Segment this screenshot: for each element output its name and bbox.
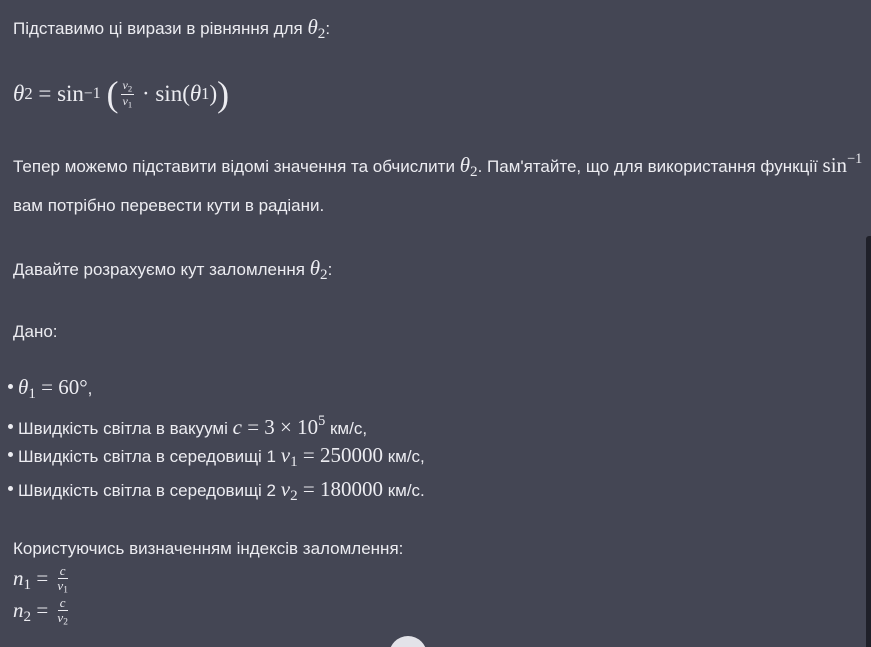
given-var: c [232, 415, 242, 440]
n1-equals: = [31, 565, 54, 590]
eq-velocity-fraction [121, 79, 135, 109]
eq-equals: = [32, 80, 58, 106]
given-var: v [280, 443, 291, 468]
given-c [233, 415, 326, 439]
den-var: v [122, 93, 128, 108]
given-value: = 3 × 10 [241, 415, 319, 440]
bullet-icon [8, 424, 13, 429]
given-value: = 180000 [297, 477, 383, 502]
n2-fraction [55, 596, 69, 628]
scroll-to-bottom-button[interactable] [389, 636, 427, 647]
bullet-icon [8, 384, 13, 389]
theta2-inline-3 [309, 256, 328, 284]
theta-symbol-3: θ [309, 256, 321, 281]
eq-sin: sin( [155, 80, 190, 106]
num-sub: 2 [127, 83, 133, 94]
given-value: = 60° [35, 375, 88, 400]
given-var: v [280, 477, 291, 502]
given-list [13, 370, 863, 506]
intro-text: Підставимо ці вирази в рівняння для [13, 19, 308, 38]
theta2-inline [307, 15, 326, 43]
bullet-icon [8, 486, 13, 491]
page-scrollbar[interactable] [866, 236, 871, 647]
snell-display-equation [13, 66, 863, 122]
explanation-paragraph [13, 142, 863, 223]
list-item [0, 404, 863, 438]
given-sub: 1 [28, 386, 36, 403]
n1-fraction [55, 564, 69, 596]
theta-symbol-2: θ [459, 152, 471, 177]
n2-den-sub: 2 [63, 617, 68, 628]
eq-close-paren: ) [217, 74, 230, 114]
explanation-text-3: вам потрібно перевести кути в радіани. [13, 196, 325, 216]
arcsin-sup: −1 [847, 151, 863, 167]
n2-equals: = [31, 597, 54, 622]
intro-line [13, 12, 863, 46]
refraction-index-heading: Користуючись визначенням індексів заломлення: [13, 539, 404, 559]
n2-sub: 2 [23, 609, 32, 626]
theta-subscript-3: 2 [320, 267, 328, 284]
given-value: = 250000 [297, 443, 383, 468]
given-sub: 1 [290, 454, 298, 471]
eq-arcsin-sup: −1 [83, 85, 101, 103]
theta-subscript: 2 [317, 26, 326, 43]
eq-open-paren: ( [106, 74, 119, 114]
arcsin-inline [823, 153, 863, 177]
n2-var: n [13, 597, 24, 622]
eq-arcsin: sin [57, 80, 84, 106]
calculate-line [13, 253, 863, 287]
fraction-denominator [121, 95, 135, 109]
num-var: v [122, 78, 128, 93]
calculate-colon: : [327, 260, 333, 280]
given-suffix: км/с. [382, 481, 425, 501]
given-heading: Дано: [13, 321, 58, 341]
theta-subscript-2: 2 [470, 164, 478, 181]
explanation-text-2: . Пам'ятайте, що для використання функції [477, 156, 823, 176]
eq-close-sin: ) [209, 80, 218, 106]
theta-symbol: θ [307, 15, 318, 39]
n1-sub: 1 [23, 577, 32, 594]
n2-denominator [55, 611, 69, 628]
given-suffix: км/с, [382, 447, 425, 467]
arcsin-func: sin [822, 152, 848, 177]
list-item [0, 370, 863, 404]
n1-numerator: c [59, 563, 66, 579]
given-sub: 2 [290, 488, 298, 505]
explanation-text-1: Тепер можемо підставити відомі значення та обчислити [13, 156, 460, 176]
n1-var: n [13, 565, 24, 590]
given-exponent: 5 [318, 413, 326, 430]
given-v2 [280, 477, 383, 505]
eq-lhs-theta: θ [13, 80, 25, 106]
given-theta1 [18, 375, 88, 403]
given-v1 [280, 443, 383, 471]
bullet-icon [8, 452, 13, 457]
given-suffix: , [87, 379, 93, 399]
den-sub: 1 [127, 98, 133, 109]
assistant-message [13, 12, 863, 626]
n2-numerator: c [59, 595, 66, 611]
n1-den-var: v [57, 577, 64, 593]
list-item [0, 438, 863, 472]
given-suffix: км/с, [325, 419, 368, 439]
intro-colon: : [325, 19, 331, 38]
given-label: Швидкість світла в вакуумі [18, 419, 233, 439]
eq-lhs-sub: 2 [24, 83, 33, 103]
n2-den-var: v [57, 609, 64, 625]
equation-n2 [13, 594, 863, 626]
eq-dot: · [136, 80, 156, 106]
given-var: θ [18, 375, 29, 400]
eq-arg-theta: θ [189, 80, 202, 106]
theta2-inline-2 [459, 152, 478, 181]
n1-den-sub: 1 [63, 585, 68, 596]
eq-arg-sub: 1 [201, 83, 210, 103]
calculate-text: Давайте розрахуємо кут заломлення [13, 260, 310, 280]
equation-n1 [13, 562, 863, 594]
given-label: Швидкість світла в середовищі 1 [18, 447, 281, 467]
fraction-numerator [121, 79, 135, 94]
given-label: Швидкість світла в середовищі 2 [18, 481, 281, 501]
list-item [0, 472, 863, 506]
